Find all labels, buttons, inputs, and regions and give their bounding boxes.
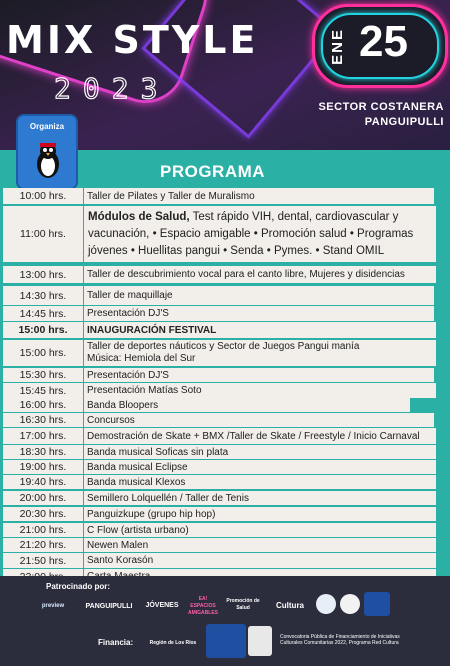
sponsored-label: Patrocinado por:: [46, 582, 111, 591]
schedule-time: 14:30 hrs.: [3, 286, 83, 305]
schedule-row: [0, 306, 450, 321]
espacios-amigables-logo: EA! ESPACIOS AMIGABLES: [188, 595, 218, 616]
schedule-activity: C Flow (artista urbano): [84, 523, 436, 537]
region-logo: Región de Los Ríos: [149, 639, 197, 646]
schedule-activity: Banda musical Soficas sin plata: [84, 445, 436, 459]
schedule-activity: Demostración de Skate + BMX /Taller de Skate / Freestyle / Inicio Carnaval: [84, 428, 436, 444]
schedule-row: [0, 340, 450, 366]
schedule-time: 19:00 hrs.: [3, 460, 83, 474]
schedule-activity: Taller de Pilates y Taller de Muralismo: [84, 188, 434, 204]
schedule-activity: Concursos: [84, 413, 434, 427]
schedule-time: 13:00 hrs.: [3, 266, 83, 283]
government-logo: [364, 592, 390, 616]
activity-highlight: Módulos de Salud,: [88, 211, 190, 223]
schedule-time: 15:00 hrs.: [3, 322, 83, 338]
schedule-activity: Banda musical Klexos: [84, 475, 436, 489]
schedule-activity: Presentación DJ'S: [84, 368, 434, 382]
schedule-time: 21:20 hrs.: [3, 538, 83, 552]
funding-label: Financia:: [98, 638, 134, 647]
activity-line2: Música: Hemiola del Sur: [87, 353, 196, 364]
date-day: 25: [359, 17, 408, 66]
event-title: MIX STYLE: [6, 18, 259, 62]
schedule-row: [0, 322, 450, 338]
location-line2: PANGUIPULLI: [364, 116, 444, 128]
seal-logo: [316, 594, 336, 614]
program-title: PROGRAMA: [160, 162, 266, 181]
schedule-time: 19:40 hrs.: [3, 475, 83, 489]
schedule-row: [0, 553, 450, 568]
emblem-logo: [340, 594, 360, 614]
funding-note: Convocatoria Pública de Financiamiento de Iniciativas Culturales Comunitarias 2022, Programa Red Cultura: [280, 634, 400, 646]
municipality-logo: PANGUIPULLI: [85, 602, 133, 610]
location-line1: SECTOR COSTANERA: [318, 101, 444, 113]
schedule-row: [0, 538, 450, 552]
jovenes-logo: JÓVENES: [145, 601, 179, 609]
schedule-row: [0, 507, 450, 521]
activity-detail: Test rápido VIH, dental, cardiovascular y vacunación, • Espacio amigable • Promoción salud • Programas jóvenes • Huellitas pangui • Senda • Pymes. • Stand OMIL: [88, 211, 414, 257]
schedule-activity: Presentación DJ'S: [84, 306, 434, 321]
schedule-time: 18:30 hrs.: [3, 445, 83, 459]
schedule-activity: Taller de descubrimiento vocal para el canto libre, Mujeres y disidencias: [84, 266, 436, 283]
schedule-row: [0, 398, 450, 412]
schedule-activity: Banda musical Eclipse: [84, 460, 436, 474]
schedule-row: [0, 383, 450, 398]
cultura-logo: Cultura: [276, 600, 304, 610]
schedule-time: 16:30 hrs.: [3, 413, 83, 427]
schedule-activity: INAUGURACIÓN FESTIVAL: [84, 322, 436, 338]
schedule-row: [0, 445, 450, 459]
schedule-row: [0, 368, 450, 382]
schedule-row: [0, 428, 450, 444]
schedule-time: 21:00 hrs.: [3, 523, 83, 537]
schedule-activity: Panguizkupe (grupo hip hop): [84, 507, 436, 521]
promocion-salud-logo: Promoción de Salud: [226, 598, 260, 611]
ministry-badge-logo: [248, 626, 272, 656]
schedule-activity: Newen Malen: [84, 538, 436, 552]
schedule-activity: Santo Korasón: [84, 553, 436, 568]
schedule-time: 14:45 hrs.: [3, 306, 83, 321]
date-month: ENE: [329, 28, 346, 65]
schedule-time: 11:00 hrs.: [3, 206, 83, 262]
schedule-time: 17:00 hrs.: [3, 428, 83, 444]
schedule-time: 15:00 hrs.: [3, 340, 83, 366]
schedule-activity: [84, 340, 436, 366]
schedule-activity: Presentación Matías Soto: [84, 383, 436, 398]
schedule-activity: Semillero Lolquellén / Taller de Tenis: [84, 491, 436, 505]
schedule-row: [0, 460, 450, 474]
schedule-time: 20:30 hrs.: [3, 507, 83, 521]
penguin-mascot-icon: [32, 140, 64, 180]
schedule-time: 15:45 hrs.: [3, 383, 83, 398]
ministry-logo: [206, 624, 246, 658]
organizer-badge: [16, 114, 78, 190]
schedule-time: 16:00 hrs.: [3, 398, 83, 412]
schedule-row: [0, 188, 450, 204]
location-text: [318, 100, 444, 130]
date-badge: [312, 4, 448, 88]
event-year: 2023: [54, 72, 170, 105]
schedule-time: 10:00 hrs.: [3, 188, 83, 204]
schedule-activity: [84, 206, 436, 262]
organizer-label: Organiza: [29, 122, 65, 131]
schedule-time: 21:50 hrs.: [3, 553, 83, 568]
schedule-row: [0, 523, 450, 537]
schedule-row: [0, 206, 450, 262]
schedule-row: [0, 413, 450, 427]
schedule-activity: Banda Bloopers: [84, 398, 410, 412]
preview-logo: preview: [41, 602, 65, 609]
footer-sponsors: [0, 576, 450, 666]
schedule-time: 20:00 hrs.: [3, 491, 83, 505]
schedule-time: 15:30 hrs.: [3, 368, 83, 382]
schedule-row: [0, 286, 450, 305]
schedule-activity: Taller de maquillaje: [84, 286, 434, 305]
schedule-row: [0, 266, 450, 283]
schedule-row: [0, 475, 450, 489]
schedule-row: [0, 491, 450, 505]
activity-line1: Taller de deportes náuticos y Sector de Juegos Pangui manía: [87, 341, 360, 352]
